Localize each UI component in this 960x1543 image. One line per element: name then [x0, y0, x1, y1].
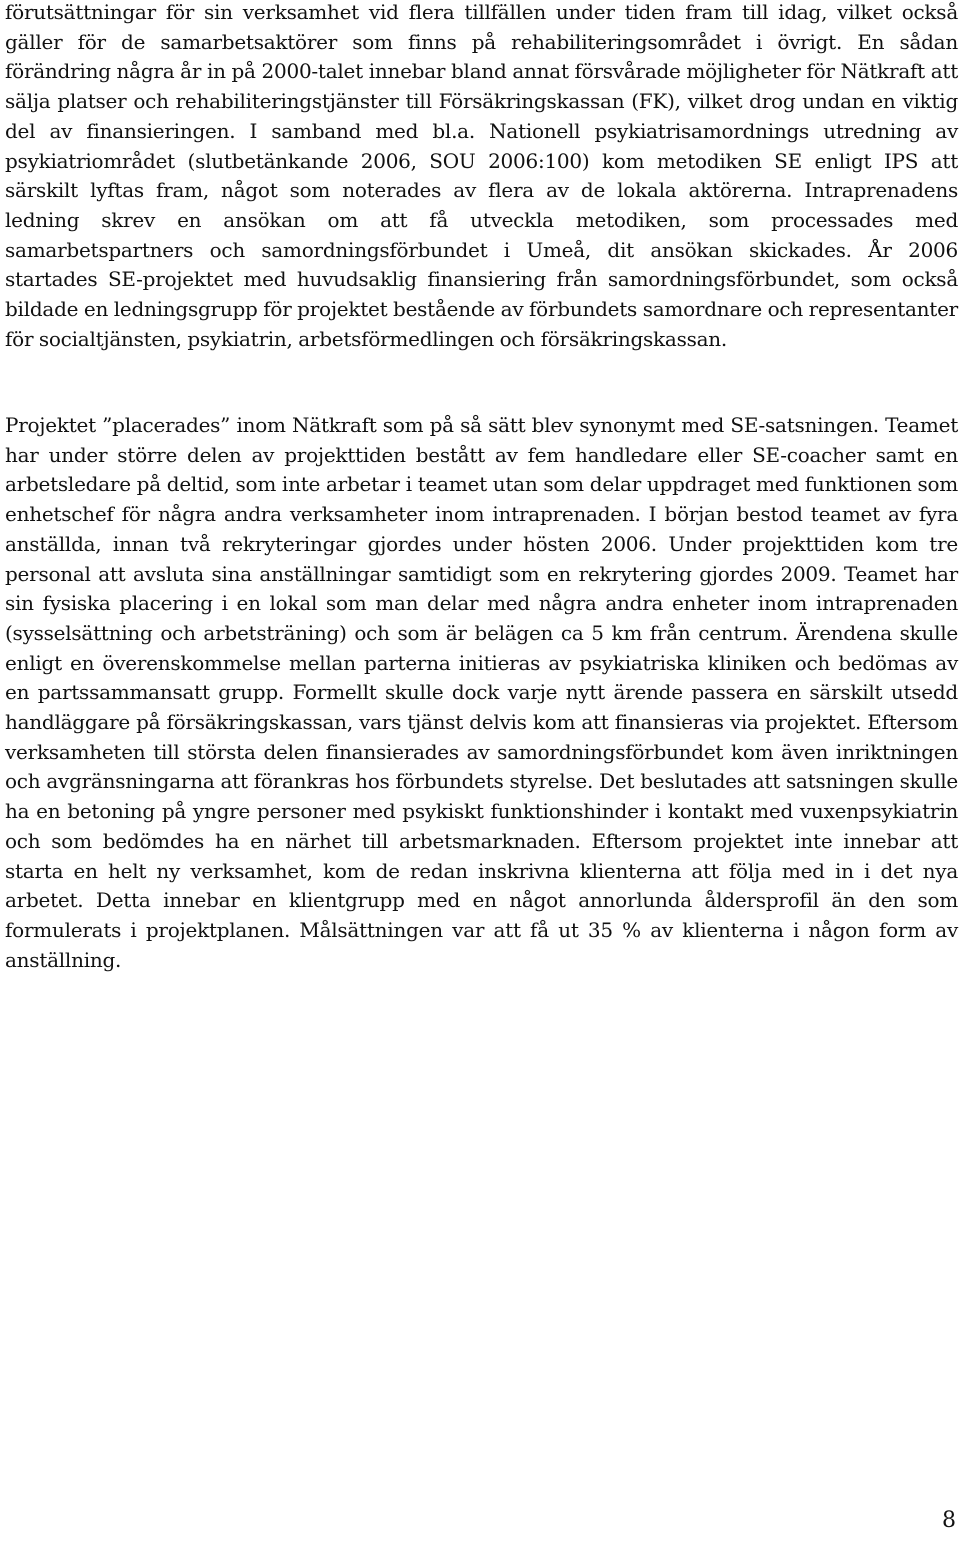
page-number: 8	[942, 1508, 956, 1533]
paragraph-background: förutsättningar för sin verksamhet vid flera tillfällen under tiden fram till idag, vilket också gäller för de samarbetsaktörer som finns på rehabiliteringsområdet i övrigt. En sådan förändring några år in på 2000-talet innebar bland annat försvårade möjligheter för Nätkraft att sälja platser och rehabiliteringstjänster till Försäkringskassan (FK), vilket drog undan en viktig del av finansieringen. I samband med bl.a. Nationell psykiatrisamordnings utredning av psykiatriområdet (slutbetänkande 2006, SOU 2006:100) kom metodiken SE enligt IPS att särskilt lyftas fram, något som noterades av flera av de lokala aktörerna. Intraprenadens ledning skrev en ansökan om att få utveckla metodiken, som processades med samarbetspartners och samordningsförbundet i Umeå, dit ansökan skickades. År 2006 startades SE-projektet med huvudsaklig finansiering från samordningsförbundet, som också bildade en ledningsgrupp för projektet bestående av förbundets samordnare och representanter för socialtjänsten, psykiatrin, arbetsförmedlingen och försäkringskassan.	[5, 0, 958, 351]
paragraph-project-team: Projektet ”placerades” inom Nätkraft som på så sätt blev synonymt med SE-satsningen. Teamet har under större delen av projekttiden bestått av fem handledare eller SE-coacher samt en arbetsledare på deltid, som inte arbetar i teamet utan som delar uppdraget med funktionen som enhetschef för några andra verksamheter inom intraprenaden. I början bestod teamet av fyra anställda, innan två rekryteringar gjordes under hösten 2006. Under projekttiden kom tre personal att avsluta sina anställningar samtidigt som en rekrytering gjordes 2009. Teamet har sin fysiska placering i en lokal som man delar med några andra enheter inom intraprenaden (sysselsättning och arbetsträning) och som är belägen ca 5 km från centrum. Ärendena skulle enligt en överenskommelse mellan parterna initieras av psykiatriska kliniken och bedömas av en partssammansatt grupp. Formellt skulle dock varje nytt ärende passera en särskilt utsedd handläggare på försäkringskassan, vars tjänst delvis kom att finansieras via projektet. Eftersom verksamheten till största delen finansierades av samordningsförbundet kom även inriktningen och avgränsningarna att förankras hos förbundets styrelse. Det beslutades att satsningen skulle ha en betoning på yngre personer med psykiskt funktionshinder i kontakt med vuxenpsykiatrin och som bedömdes ha en närhet till arbetsmarknaden. Eftersom projektet inte innebar att starta en helt ny verksamhet, kom de redan inskrivna klienterna att följa med in i det nya arbetet. Detta innebar en klientgrupp med en något annorlunda åldersprofil än den som formulerats i projektplanen. Målsättningen var att få ut 35 % av klienterna i någon form av anställning.	[5, 413, 958, 972]
